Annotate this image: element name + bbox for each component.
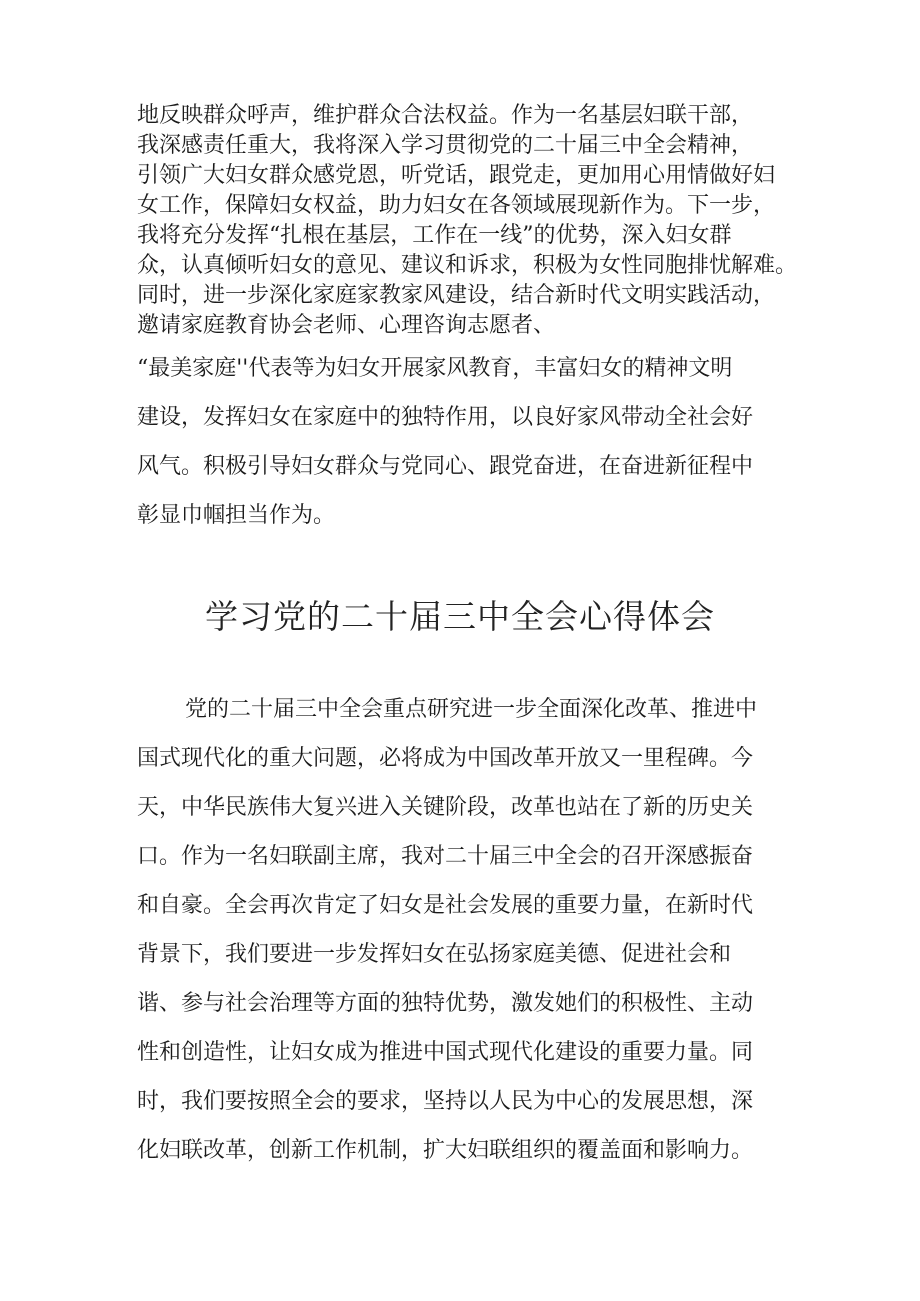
paragraph-line: 风气。积极引导妇女群众与党同心、跟党奋进，在奋进新征程中 [137,454,754,479]
paragraph-line: 我深感责任重大，我将深入学习贯彻党的二十届三中全会精神， [137,133,754,158]
paragraph-line: 党的二十届三中全会重点研究进一步全面深化改革、推进中 [185,697,758,722]
paragraph-line: 女工作，保障妇女权益，助力妇女在各领域展现新作为。下一步， [137,193,776,218]
paragraph-line: 天，中华民族伟大复兴进入关键阶段，改革也站在了新的历史关 [137,795,754,820]
paragraph-line: 建设，发挥妇女在家庭中的独特作用，以良好家风带动全社会好 [137,405,754,430]
paragraph-line: 性和创造性，让妇女成为推进中国式现代化建设的重要力量。同 [137,1040,754,1065]
paragraph-line: 邀请家庭教育协会老师、心理咨询志愿者、 [137,313,556,338]
paragraph-line: 谐、参与社会治理等方面的独特优势，激发她们的积极性、主动 [137,991,754,1016]
paragraph-line: 地反映群众呼声，维护群众合法权益。作为一名基层妇联干部， [137,103,754,128]
paragraph-line: 同时，进一步深化家庭家教家风建设，结合新时代文明实践活动， [137,283,776,308]
paragraph-line: 和自豪。全会再次肯定了妇女是社会发展的重要力量，在新时代 [137,893,754,918]
paragraph-line: 背景下，我们要进一步发挥妇女在弘扬家庭美德、促进社会和 [137,942,732,967]
paragraph-line: 国式现代化的重大问题，必将成为中国改革开放又一里程碑。今 [137,746,754,771]
paragraph-line: 众，认真倾听妇女的意见、建议和诉求，积极为女性同胞排忧解难。 [137,253,798,278]
paragraph-line: 化妇联改革，创新工作机制，扩大妇联组织的覆盖面和影响力。 [137,1138,754,1163]
paragraph-line: 口。作为一名妇联副主席，我对二十届三中全会的召开深感振奋 [137,844,754,869]
paragraph-line: 引领广大妇女群众感党恩，听党话，跟党走，更加用心用情做好妇 [137,163,776,188]
paragraph-line: 我将充分发挥“扎根在基层，工作在一线”的优势，深入妇女群 [137,223,732,248]
paragraph-line: “最美家庭''代表等为妇女开展家风教育，丰富妇女的精神文明 [137,356,733,381]
document-title: 学习党的二十届三中全会心得体会 [205,597,715,636]
paragraph-line: 彰显巾帼担当作为。 [137,503,336,528]
paragraph-line: 时，我们要按照全会的要求，坚持以人民为中心的发展思想，深 [137,1089,754,1114]
